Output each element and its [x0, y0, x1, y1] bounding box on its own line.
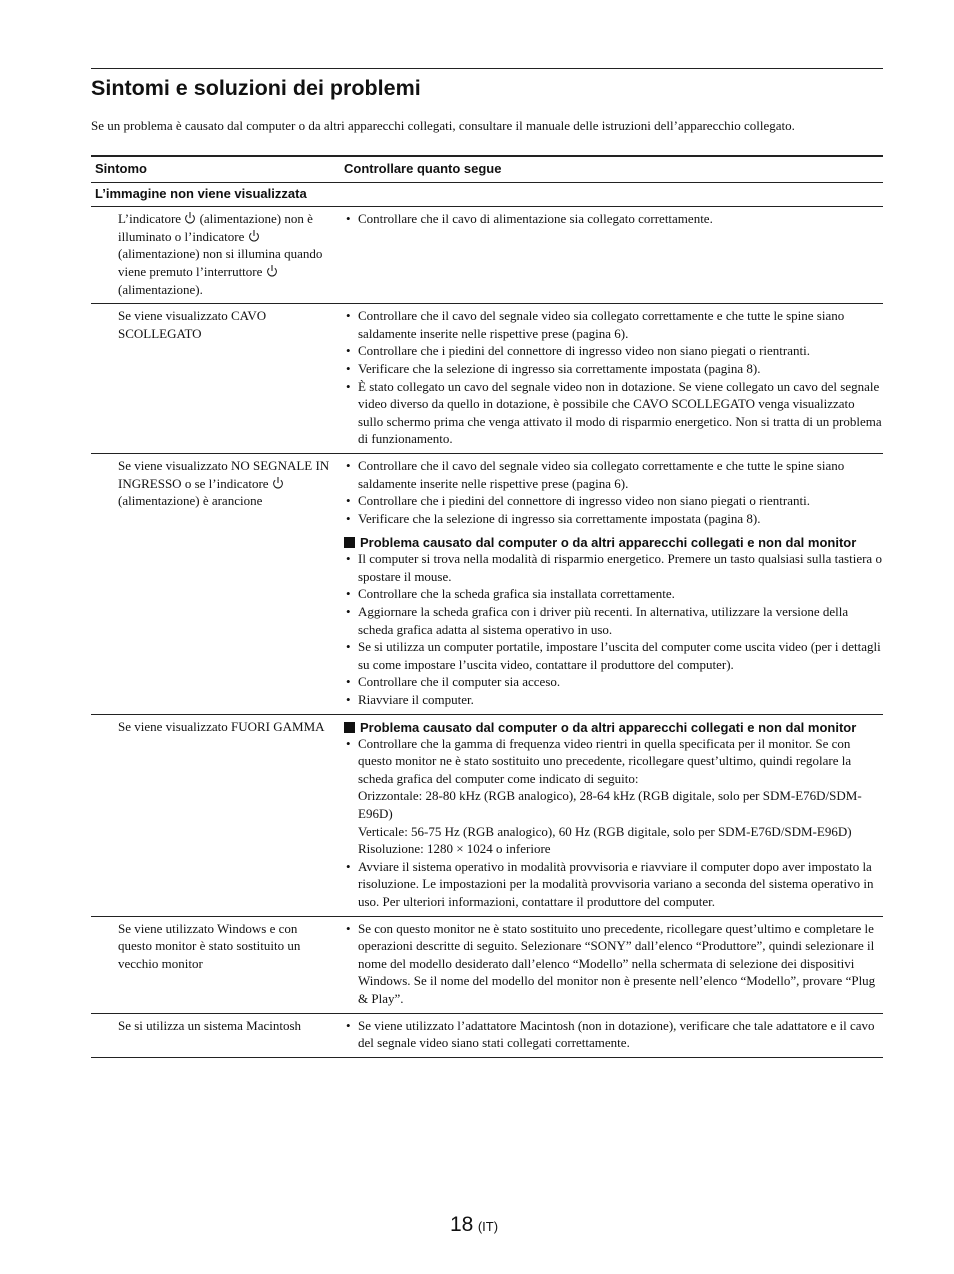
- horizontal-frequency: Orizzontale: 28-80 kHz (RGB analogico), 28-64 kHz (RGB digitale, solo per SDM-E76D/SDM-E96D): [358, 788, 862, 821]
- symptom-cell: Se viene visualizzato CAVO SCOLLEGATO: [91, 304, 344, 454]
- check-list: [344, 1017, 883, 1052]
- check-list: [344, 550, 883, 708]
- symptom-cell: Se viene visualizzato NO SEGNALE IN INGRESSO o se l’indicatore (alimentazione) è arancione: [91, 453, 344, 714]
- list-item: • Se viene utilizzato l’adattatore Macintosh (non in dotazione), verificare che tale adattatore e il cavo del segnale video siano stati collegati correttamente.: [344, 1017, 883, 1052]
- list-item: • Verificare che la selezione di ingresso sia correttamente impostata (pagina 8).: [344, 360, 883, 378]
- intro-text: Se un problema è causato dal computer o da altri apparecchi collegati, consultare il manuale delle istruzioni dell’apparecchio collegato.: [91, 118, 795, 133]
- check-cell: [344, 453, 883, 714]
- subheading: Problema causato dal computer o da altri apparecchi collegati e non dal monitor: [344, 720, 883, 735]
- power-icon: [184, 211, 196, 225]
- list-item: • Se con questo monitor ne è stato sostituito uno precedente, ricollegare quest’ultimo e completare le operazioni descritte di seguito. Selezionare “SONY” dall’elenco “Produttore”, quindi selezionare il nome del modello desiderato dall’elenco “Modello” nella schermata di selezione dei dispositivi Windows. Se il nome del modello del monitor non è presente nell’elenco “Modello”, provare “Plug & Play”.: [344, 920, 883, 1008]
- check-cell: [344, 207, 883, 304]
- list-item: • Controllare che il cavo di alimentazione sia collegato correttamente.: [344, 210, 883, 228]
- resolution: Risoluzione: 1280 × 1024 o inferiore: [358, 841, 551, 857]
- list-item: • Controllare che il cavo del segnale video sia collegato correttamente e che tutte le spine siano saldamente inserite nelle rispettive prese (pagina 6).: [344, 307, 883, 342]
- list-item: • Controllare che i piedini del connettore di ingresso video non siano piegati o rientranti.: [344, 342, 883, 360]
- list-item: • Verificare che la selezione di ingresso sia correttamente impostata (pagina 8).: [344, 510, 883, 528]
- header-symptom: Sintomo: [91, 156, 344, 182]
- check-list: [344, 457, 883, 527]
- page: [91, 68, 883, 1058]
- top-rule: [91, 68, 883, 69]
- list-item: • Controllare che la gamma di frequenza video rientri in quella specificata per il monitor. Se con questo monitor ne è stato sostituito uno precedente, ricollegare quest’ultimo, quindi regolare la scheda grafica del computer come indicato di seguito: Orizzontale: 28-80 kHz (RGB analogico), 28-64 kHz (RGB digitale, solo per SDM-E76D/SDM-E96D) Verticale: 56-75 Hz (RGB analogico), 60 Hz (RGB digitale, solo per SDM-E76D/SDM-E96D) Risoluzione: 1280 × 1024 o inferiore: [344, 735, 883, 858]
- vertical-frequency: Verticale: 56-75 Hz (RGB analogico), 60 Hz (RGB digitale, solo per SDM-E76D/SDM-E96D): [358, 823, 852, 839]
- list-item: • Riavviare il computer.: [344, 691, 883, 709]
- troubleshooting-table: [91, 155, 883, 1058]
- table-header-row: [91, 156, 883, 182]
- list-item: • Controllare che il cavo del segnale video sia collegato correttamente e che tutte le spine siano saldamente inserite nelle rispettive prese (pagina 6).: [344, 457, 883, 492]
- list-item: • Controllare che il computer sia acceso.: [344, 673, 883, 691]
- table-row: [91, 207, 883, 304]
- square-bullet-icon: [344, 537, 355, 548]
- square-bullet-icon: [344, 722, 355, 733]
- page-title: Sintomi e soluzioni dei problemi: [91, 76, 421, 100]
- check-cell: [344, 714, 883, 916]
- power-icon: [248, 229, 260, 243]
- check-list: [344, 920, 883, 1008]
- symptom-cell: L’indicatore (alimentazione) non è illuminato o l’indicatore (alimentazione) non si illumina quando viene premuto l’interruttore (alimentazione).: [91, 207, 344, 304]
- list-item: • Il computer si trova nella modalità di risparmio energetico. Premere un tasto qualsiasi sulla tastiera o spostare il mouse.: [344, 550, 883, 585]
- page-footer: [450, 1213, 498, 1237]
- check-list: [344, 307, 883, 448]
- power-icon: [266, 264, 278, 278]
- category-row: [91, 182, 883, 207]
- check-cell: [344, 304, 883, 454]
- table-row: [91, 304, 883, 454]
- list-item: • È stato collegato un cavo del segnale video non in dotazione. Se viene collegato un cavo del segnale video diverso da quello in dotazione, è possibile che CAVO SCOLLEGATO venga visualizzato sullo schermo prima che venga attivato il modo di risparmio energetico. Non si tratta di un problema di funzionamento.: [344, 378, 883, 448]
- check-list: [344, 735, 883, 911]
- power-icon: [272, 476, 284, 490]
- list-item: • Controllare che la scheda grafica sia installata correttamente.: [344, 585, 883, 603]
- check-cell: [344, 1013, 883, 1057]
- symptom-cell: Se viene visualizzato FUORI GAMMA: [91, 714, 344, 916]
- list-item: • Se si utilizza un computer portatile, impostare l’uscita del computer come uscita video (per i dettagli su come impostare l’uscita video, contattare il produttore del computer).: [344, 638, 883, 673]
- header-check: Controllare quanto segue: [344, 156, 883, 182]
- table-row: [91, 714, 883, 916]
- check-list: [344, 210, 883, 228]
- check-cell: [344, 916, 883, 1013]
- table-row: [91, 453, 883, 714]
- symptom-cell: Se si utilizza un sistema Macintosh: [91, 1013, 344, 1057]
- table-row: [91, 916, 883, 1013]
- symptom-cell: Se viene utilizzato Windows e con questo monitor è stato sostituito un vecchio monitor: [91, 916, 344, 1013]
- category-label: L’immagine non viene visualizzata: [91, 182, 883, 207]
- list-item: • Aggiornare la scheda grafica con i driver più recenti. In alternativa, utilizzare la versione della scheda grafica adatta al sistema operativo in uso.: [344, 603, 883, 638]
- page-number: 18: [450, 1213, 474, 1236]
- language-code: (IT): [477, 1219, 499, 1234]
- subheading: Problema causato dal computer o da altri apparecchi collegati e non dal monitor: [344, 535, 883, 550]
- list-item: • Controllare che i piedini del connettore di ingresso video non siano piegati o rientranti.: [344, 492, 883, 510]
- list-item: • Avviare il sistema operativo in modalità provvisoria e riavviare il computer dopo aver impostato la risoluzione. Le impostazioni per la modalità provvisoria variano a seconda del sistema operativo in uso. Per ulteriori informazioni, contattare il produttore del computer.: [344, 858, 883, 911]
- table-row: [91, 1013, 883, 1057]
